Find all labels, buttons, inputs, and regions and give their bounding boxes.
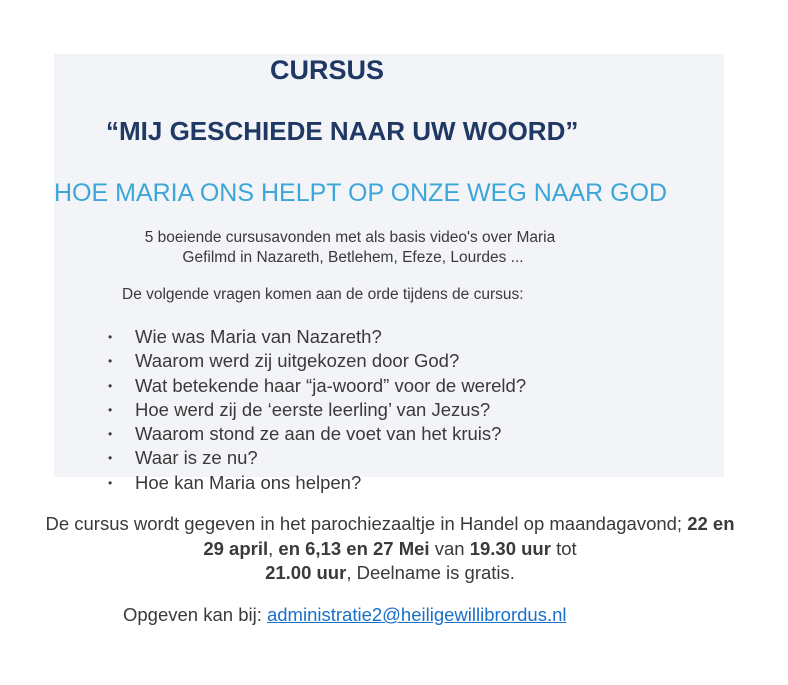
time-start: 19.30 uur (469, 537, 551, 559)
course-tagline: HOE MARIA ONS HELPT OP ONZE WEG NAAR GOD (54, 179, 668, 207)
course-title: CURSUS (270, 55, 385, 85)
dates-april: 22 en 29 april (203, 513, 735, 559)
course-subtitle: “MIJ GESCHIEDE NAAR UW WOORD” (106, 116, 579, 146)
dates-may: en 6,13 en 27 Mei (278, 537, 430, 559)
bullet-icon: • (108, 330, 113, 344)
questions-intro: De volgende vragen komen aan de orde tijdens de cursus: (122, 286, 524, 303)
info-text: , Deelname is gratis. (346, 562, 515, 583)
info-text: van (429, 537, 470, 559)
list-item (104, 422, 526, 446)
email-link[interactable]: administratie2@heiligewillibrordus.nl (266, 604, 567, 625)
bullet-icon: • (108, 475, 113, 490)
course-info (40, 512, 740, 586)
list-item (104, 471, 526, 495)
bullet-icon: • (108, 402, 113, 417)
question-text: Hoe kan Maria ons helpen? (135, 471, 362, 493)
bullet-icon: • (108, 378, 113, 393)
bullet-icon: • (108, 354, 113, 369)
list-item (104, 398, 526, 422)
bullet-icon: • (108, 427, 113, 442)
list-item (104, 325, 526, 349)
intro-line-2: Gefilmd in Nazareth, Betlehem, Efeze, Lourdes ... (182, 249, 524, 266)
question-text: Waar is ze nu? (135, 447, 258, 469)
info-text: De cursus wordt gegeven in het parochiezaaltje in Handel op maandagavond; (45, 513, 688, 534)
questions-list (104, 325, 526, 495)
list-item (104, 374, 526, 398)
intro-line-1: 5 boeiende cursusavonden met als basis video's over Maria (144, 229, 556, 246)
question-text: Wie was Maria van Nazareth? (135, 326, 382, 347)
question-text: Waarom werd zij uitgekozen door God? (135, 350, 460, 372)
info-separator: , (268, 537, 279, 559)
signup-line (123, 604, 566, 626)
question-text: Hoe werd zij de ‘eerste leerling’ van Jezus? (135, 398, 491, 420)
list-item (104, 446, 526, 470)
list-item (104, 349, 526, 373)
question-text: Waarom stond ze aan de voet van het kruis? (135, 423, 502, 445)
info-text: tot (550, 537, 577, 559)
bullet-icon: • (108, 451, 113, 466)
signup-label: Opgeven kan bij: (123, 604, 267, 625)
time-end: 21.00 uur (265, 562, 347, 583)
question-text: Wat betekende haar “ja-woord” voor de wereld? (135, 374, 527, 396)
